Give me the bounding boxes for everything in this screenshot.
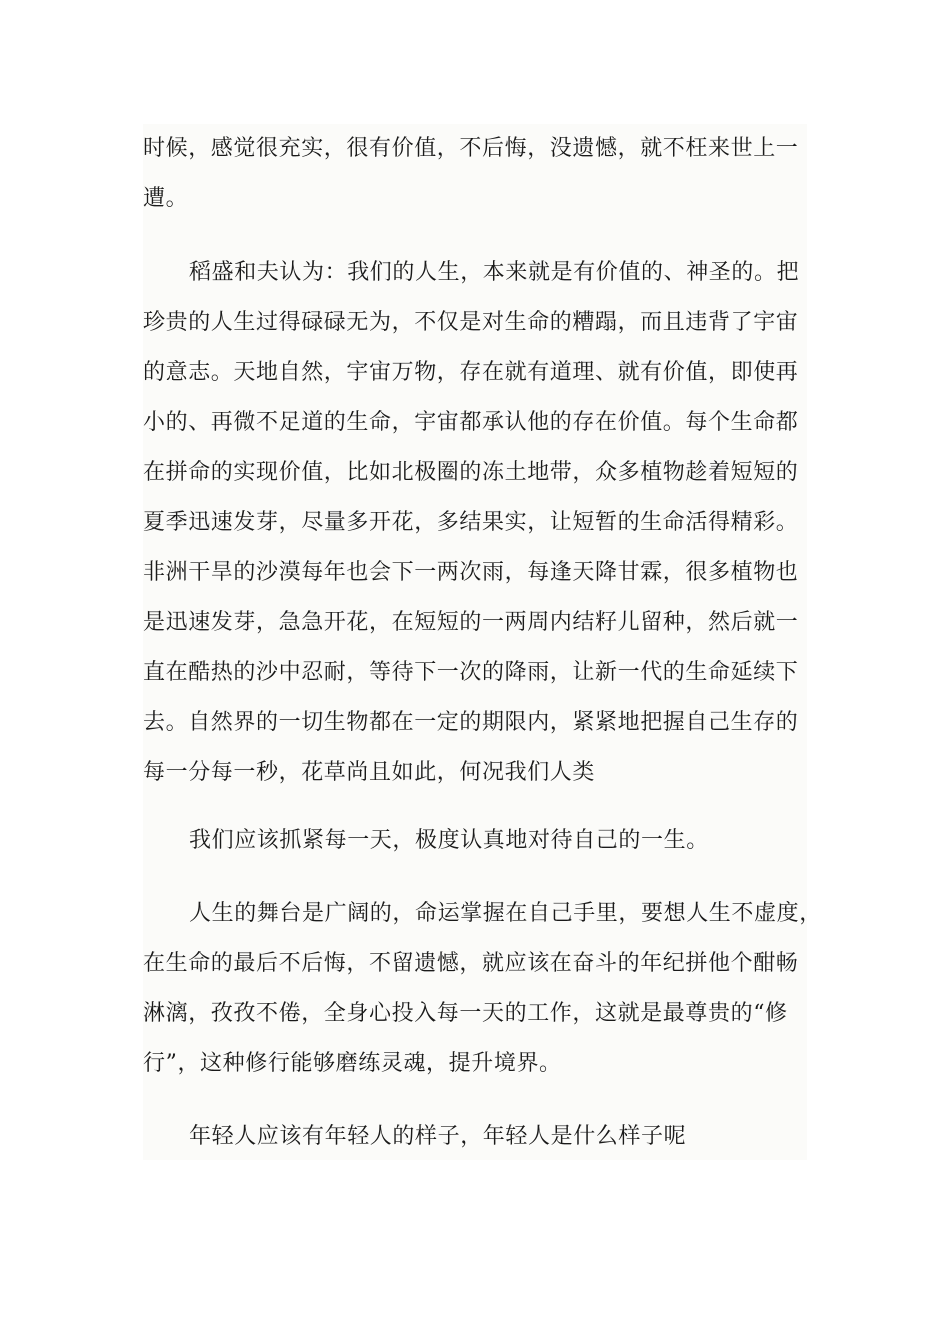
paragraph-line: 珍贵的人生过得碌碌无为，不仅是对生命的糟蹋，而且违背了宇宙 [143,310,799,335]
paragraph-line: 是迅速发芽，急急开花，在短短的一两周内结籽儿留种，然后就一 [143,610,799,635]
paragraph-line: 在生命的最后不后悔，不留遗憾，就应该在奋斗的年纪拼他个酣畅 [143,951,799,976]
paragraph-line: 夏季迅速发芽，尽量多开花，多结果实，让短暂的生命活得精彩。 [143,510,799,535]
paragraph-2 [143,248,807,798]
paragraph-line: 稻盛和夫认为：我们的人生，本来就是有价值的、神圣的。把 [189,260,800,285]
paragraph-line: 在拼命的实现价值，比如北极圈的冻土地带，众多植物趁着短短的 [143,460,799,485]
paragraph-line: 时候，感觉很充实，很有价值，不后悔，没遗憾，就不枉来世上一 [143,136,799,161]
paragraph-line: 淋漓，孜孜不倦，全身心投入每一天的工作，这就是最尊贵的“修 [143,1001,788,1026]
paragraph-line: 小的、再微不足道的生命，宇宙都承认他的存在价值。每个生命都 [143,410,799,435]
paragraph-line: 直在酷热的沙中忍耐，等待下一次的降雨，让新一代的生命延续下 [143,660,799,685]
paragraph-line: 我们应该抓紧每一天，极度认真地对待自己的一生。 [189,828,709,853]
paragraph-line: 去。自然界的一切生物都在一定的期限内，紧紧地把握自己生存的 [143,710,799,735]
paragraph-line: 人生的舞台是广阔的，命运掌握在自己手里，要想人生不虚度， [189,901,822,926]
paragraph-line: 非洲干旱的沙漠每年也会下一两次雨，每逢天降甘霖，很多植物也 [143,560,799,585]
paragraph-line: 行”，这种修行能够磨练灵魂，提升境界。 [143,1051,562,1076]
paragraph-5 [143,1112,807,1162]
paragraph-line: 年轻人应该有年轻人的样子，年轻人是什么样子呢 [189,1124,687,1149]
text-block [143,124,822,1160]
paragraph-line: 的意志。天地自然，宇宙万物，存在就有道理、就有价值，即使再 [143,360,799,385]
paragraph-line: 遭。 [143,186,189,211]
paragraph-3 [143,816,807,866]
paragraph-4 [143,889,822,1089]
paragraph-1 [143,124,807,224]
paragraph-line: 每一分每一秒，花草尚且如此，何况我们人类 [143,760,596,785]
